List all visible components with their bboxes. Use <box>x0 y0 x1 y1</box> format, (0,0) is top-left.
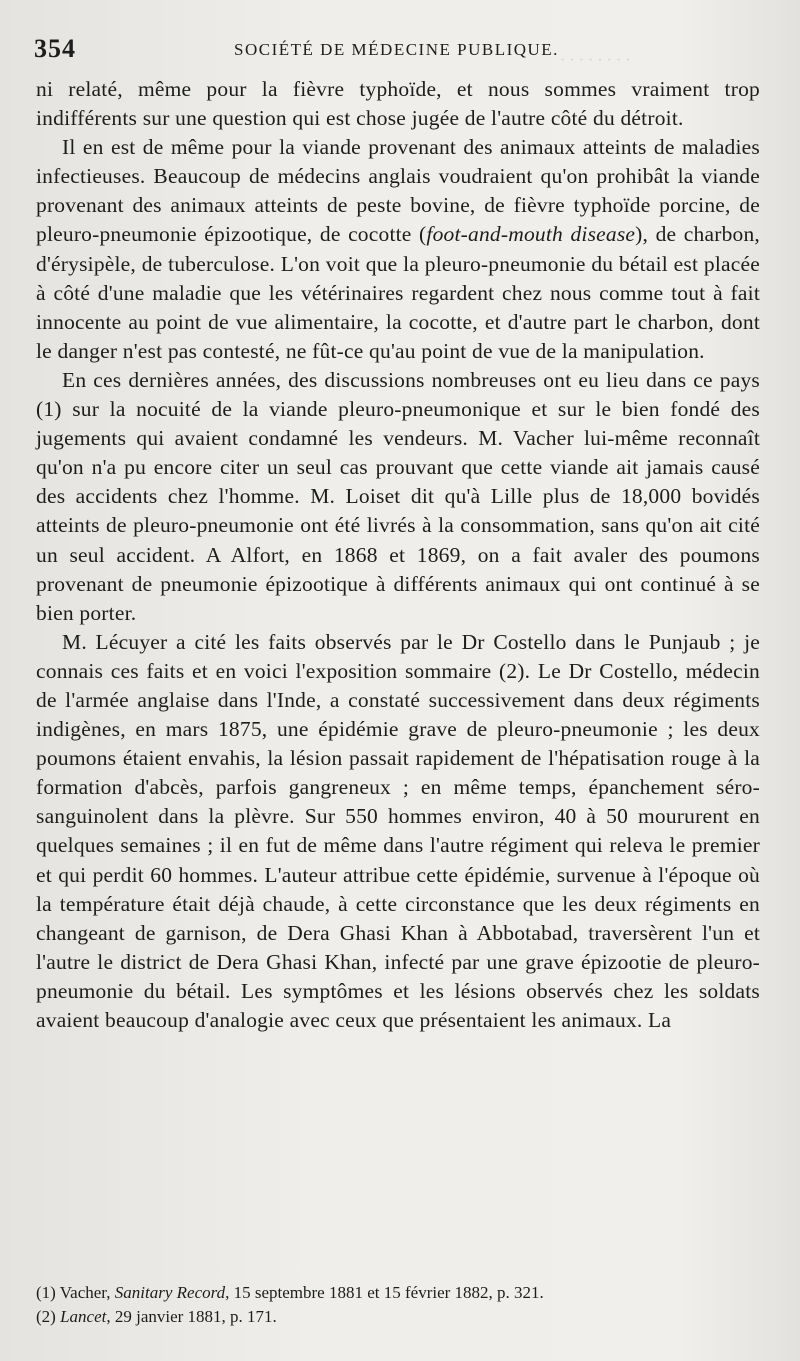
body-text <box>36 75 760 1035</box>
page-number: 354 <box>34 34 76 63</box>
paragraph <box>36 628 760 1035</box>
footnote <box>36 1305 776 1329</box>
footnote-text: , 29 janvier 1881, p. 171. <box>106 1307 277 1326</box>
paragraph-text: En ces dernières années, des discussions nombreuses ont eu lieu dans ce pays (1) sur la nocuité de la viande pleuro-pneumonique et sur le bien fondé des jugements qui avaient condamné les vendeurs. M. Vacher lui-même reconnaît qu'on n'a pu encore citer un seul cas prouvant que cette viande ait jamais causé des accidents chez l'homme. M. Loiset dit qu'à Lille plus de 18,000 bovidés atteints de pleuro-pneumonie ont été livrés à la consommation, sans qu'on ait cité un seul accident. A Alfort, en 1868 et 1869, on a fait avaler des poumons provenant de pneumonie épizootique à différents animaux qui ont continué à se bien porter. <box>36 367 760 625</box>
italic-text: foot-and-mouth disease <box>426 222 636 247</box>
footnote-text: , 15 septembre 1881 et 15 février 1882, p. 321. <box>225 1283 544 1302</box>
paragraph-text: ), de charbon, d'érysipèle, de tuberculose. L'on voit que la pleuro-pneumonie du bétail est placée à côté d'une maladie que les vétérinaires regardent chez nous comme tout à fait innocente au point de vue alimentaire, la cocotte, et d'autre part le charbon, dont le danger n'est pas contesté, ne fût-ce qu'au point de vue de la manipulation. <box>36 222 761 363</box>
footnotes <box>36 1281 776 1329</box>
paragraph <box>36 75 760 133</box>
page-header <box>34 30 780 70</box>
footnote <box>36 1281 776 1305</box>
bleed-through-text: · · · · · · · · <box>560 52 631 69</box>
paragraph <box>36 133 760 366</box>
footnote-text: (2) <box>36 1307 61 1326</box>
paragraph <box>36 366 760 628</box>
paragraph-text: Il en est de même pour la viande provenant des animaux atteints de maladies infectieuses. Beaucoup de médecins anglais voudraient qu'on prohibât la viande provenant des animaux atteints de peste bovine, de fièvre typhoïde porcine, de pleuro-pneumonie épizootique, de cocotte ( <box>36 135 760 247</box>
footnote-text: (1) Vacher, <box>36 1283 115 1302</box>
footnote-citation-title: Lancet <box>60 1307 107 1326</box>
paragraph-text: ni relaté, même pour la fièvre typhoïde, et nous sommes vraiment trop indifférents sur une question qui est chose jugée de l'autre côté du détroit. <box>36 77 760 131</box>
running-title: SOCIÉTÉ DE MÉDECINE PUBLIQUE. <box>234 40 559 59</box>
paragraph-text: M. Lécuyer a cité les faits observés par le Dr Costello dans le Punjaub ; je connais ces faits et en voici l'exposition sommaire (2). Le Dr Costello, médecin de l'armée anglaise dans l'Inde, a constaté successivement dans deux régiments indigènes, en mars 1875, une épidémie grave de pleuro-pneumonie ; les deux poumons étaient envahis, la lésion passait rapidement de l'hépatisation rouge à la formation d'abcès, parfois gangreneux ; en même temps, épanchement séro-sanguinolent dans la plèvre. Sur 550 hommes environ, 40 à 50 moururent en quelques semaines ; il en fut de même dans l'autre régiment qui releva le premier et qui perdit 60 hommes. L'auteur attribue cette épidémie, survenue à l'époque où la température était déjà chaude, à cette circonstance que les deux régiments en changeant de garnison, de Dera Ghasi Khan à Abbotabad, traversèrent l'un et l'autre le district de Dera Ghasi Khan, infecté par une grave épizootie de pleuro-pneumonie du bétail. Les symptômes et les lésions observés chez les soldats avaient beaucoup d'analogie avec ceux que présentaient les animaux. La <box>36 629 760 1032</box>
footnote-citation-title: Sanitary Record <box>114 1283 226 1302</box>
